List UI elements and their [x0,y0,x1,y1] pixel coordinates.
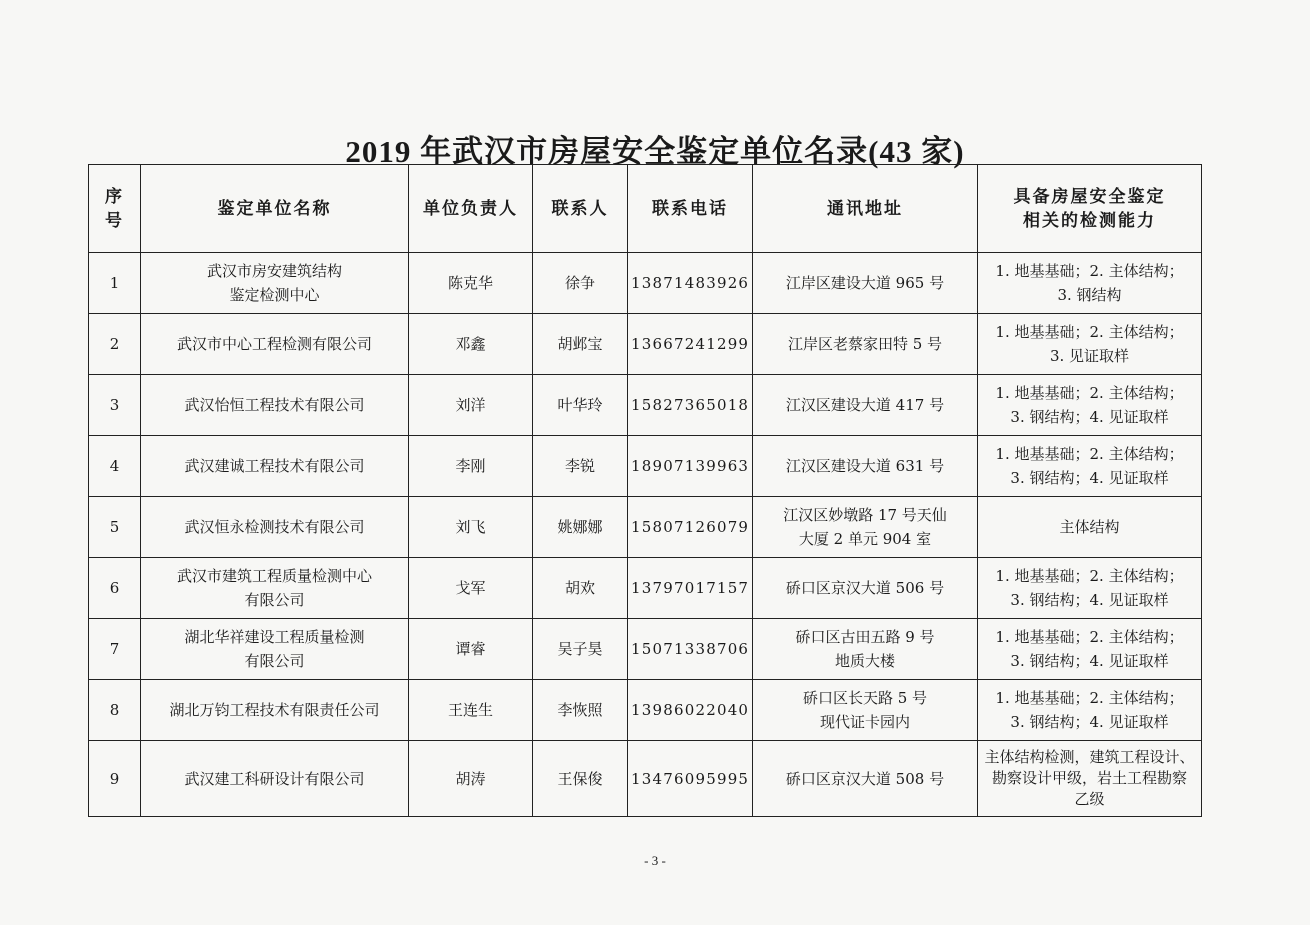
cell-unit-name [141,314,409,375]
cell-address [753,375,978,436]
cell-address-line: 现代证卡园内 [819,713,910,731]
cell-capability-line: 3. 钢结构；4. 见证取样 [1010,713,1169,731]
cell-unit-name [141,619,409,680]
cell-seq: 8 [89,680,141,741]
cell-seq: 3 [89,375,141,436]
cell-responsible: 邓鑫 [409,314,533,375]
cell-contact: 李锐 [533,436,628,497]
cell-unit-name [141,680,409,741]
cell-address [753,314,978,375]
table-row [89,619,1202,680]
cell-capability-line: 3. 钢结构；4. 见证取样 [1010,652,1169,670]
cell-seq: 2 [89,314,141,375]
cell-address-line: 硚口区京汉大道 506 号 [785,579,945,597]
cell-unit-name-line: 武汉恒永检测技术有限公司 [184,518,365,536]
inspection-unit-table [88,164,1202,817]
cell-contact: 王保俊 [533,741,628,817]
cell-capability-line: 1. 地基基础；2. 主体结构； [995,689,1184,707]
cell-seq: 7 [89,619,141,680]
cell-phone: 13667241299 [628,314,753,375]
cell-capability [978,436,1202,497]
cell-address-line: 江汉区建设大道 417 号 [785,396,945,414]
cell-address-line: 硚口区京汉大道 508 号 [785,769,945,788]
cell-responsible: 王连生 [409,680,533,741]
cell-unit-name-line: 武汉建工科研设计有限公司 [184,769,365,788]
cell-address-line: 地质大楼 [834,652,895,670]
cell-capability [978,314,1202,375]
table-row [89,375,1202,436]
cell-address [753,253,978,314]
cell-address [753,436,978,497]
cell-capability-line: 主体结构 [1059,518,1120,536]
cell-unit-name-line: 有限公司 [244,652,305,670]
cell-phone: 13476095995 [628,741,753,817]
cell-capability [978,680,1202,741]
cell-capability-line: 3. 见证取样 [1049,347,1130,365]
cell-capability-line: 1. 地基基础；2. 主体结构； [995,567,1184,585]
cell-unit-name [141,558,409,619]
cell-contact: 姚娜娜 [533,497,628,558]
cell-unit-name-line: 鉴定检测中心 [229,286,320,304]
cell-contact: 李恢照 [533,680,628,741]
cell-seq: 9 [89,741,141,817]
table-header-row [89,165,1202,253]
cell-capability-line: 3. 钢结构 [1057,286,1122,304]
cell-responsible: 刘洋 [409,375,533,436]
cell-unit-name-line: 武汉怡恒工程技术有限公司 [184,396,365,414]
cell-phone: 13797017157 [628,558,753,619]
cell-capability-line: 1. 地基基础；2. 主体结构； [995,323,1184,341]
cell-capability-line: 1. 地基基础；2. 主体结构； [995,445,1184,463]
cell-phone: 15807126079 [628,497,753,558]
page-title: 2019 年武汉市房屋安全鉴定单位名录(43 家) [345,134,965,169]
cell-address [753,741,978,817]
header-address: 通讯地址 [753,165,978,253]
cell-capability-line: 1. 地基基础；2. 主体结构； [995,628,1184,646]
cell-contact: 徐争 [533,253,628,314]
header-contact: 联系人 [533,165,628,253]
cell-phone: 13871483926 [628,253,753,314]
cell-seq: 6 [89,558,141,619]
cell-capability-line: 3. 钢结构；4. 见证取样 [1010,469,1169,487]
table-row [89,558,1202,619]
cell-unit-name-line: 武汉市中心工程检测有限公司 [176,335,372,353]
cell-contact: 叶华玲 [533,375,628,436]
cell-capability-line: 1. 地基基础；2. 主体结构； [995,384,1184,402]
cell-address-line: 硚口区长天路 5 号 [802,689,928,707]
cell-unit-name-line: 湖北华祥建设工程质量检测 [184,628,365,646]
cell-unit-name [141,436,409,497]
cell-capability [978,253,1202,314]
page-number: - 3 - [644,853,666,868]
cell-address [753,497,978,558]
cell-capability [978,619,1202,680]
cell-unit-name-line: 武汉市建筑工程质量检测中心 [176,567,372,585]
cell-responsible: 李刚 [409,436,533,497]
table-row [89,497,1202,558]
table-row [89,436,1202,497]
cell-capability-line: 勘察设计甲级，岩土工程勘察 [991,769,1187,787]
cell-address [753,680,978,741]
table-row [89,253,1202,314]
table-row [89,680,1202,741]
cell-phone: 13986022040 [628,680,753,741]
cell-address-line: 硚口区古田五路 9 号 [795,628,935,646]
cell-responsible: 陈克华 [409,253,533,314]
cell-address-line: 江岸区建设大道 965 号 [785,274,945,292]
header-seq: 序 号 [89,165,141,253]
cell-responsible: 谭睿 [409,619,533,680]
cell-capability [978,497,1202,558]
cell-seq: 1 [89,253,141,314]
cell-capability-line: 3. 钢结构；4. 见证取样 [1010,591,1169,609]
table-row [89,314,1202,375]
cell-unit-name-line: 有限公司 [244,591,305,609]
cell-responsible: 刘飞 [409,497,533,558]
cell-contact: 胡欢 [533,558,628,619]
cell-address [753,558,978,619]
cell-phone: 15827365018 [628,375,753,436]
cell-capability [978,558,1202,619]
cell-address-line: 大厦 2 单元 904 室 [798,530,932,548]
cell-address-line: 江汉区建设大道 631 号 [785,457,945,475]
cell-unit-name [141,497,409,558]
cell-phone: 15071338706 [628,619,753,680]
cell-responsible: 戈军 [409,558,533,619]
cell-address [753,619,978,680]
cell-contact: 胡邺宝 [533,314,628,375]
header-capability: 具备房屋安全鉴定 相关的检测能力 [978,165,1202,253]
cell-unit-name-line: 武汉市房安建筑结构 [206,262,342,280]
cell-unit-name [141,253,409,314]
cell-unit-name-line: 武汉建诚工程技术有限公司 [184,457,365,475]
cell-unit-name-line: 湖北万钧工程技术有限责任公司 [169,701,380,719]
cell-unit-name [141,741,409,817]
cell-capability-line: 乙级 [1074,790,1105,808]
cell-capability [978,741,1202,817]
header-unit-name: 鉴定单位名称 [141,165,409,253]
cell-unit-name [141,375,409,436]
header-phone: 联系电话 [628,165,753,253]
cell-contact: 吴子昊 [533,619,628,680]
cell-capability-line: 1. 地基基础；2. 主体结构； [995,262,1184,280]
cell-address-line: 江汉区妙墩路 17 号天仙 [783,506,947,524]
cell-address-line: 江岸区老蔡家田特 5 号 [787,335,943,353]
cell-capability-line: 3. 钢结构；4. 见证取样 [1010,408,1169,426]
cell-seq: 4 [89,436,141,497]
header-responsible: 单位负责人 [409,165,533,253]
cell-seq: 5 [89,497,141,558]
cell-capability-line: 主体结构检测，建筑工程设计、 [984,748,1195,766]
table-row [89,741,1202,817]
cell-phone: 18907139963 [628,436,753,497]
cell-responsible: 胡涛 [409,741,533,817]
cell-capability [978,375,1202,436]
